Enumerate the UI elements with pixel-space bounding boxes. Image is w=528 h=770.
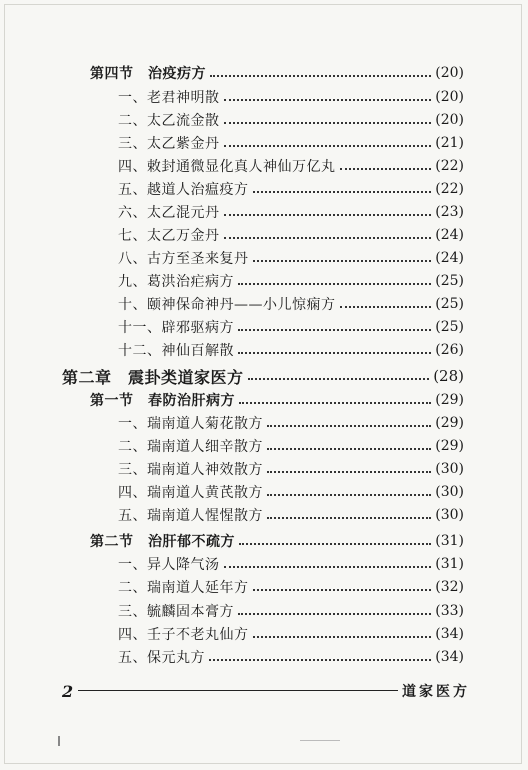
toc-entry-page: (20) bbox=[435, 112, 464, 128]
toc-entry bbox=[118, 178, 464, 200]
toc-entry bbox=[118, 247, 464, 269]
toc-entry-page: (23) bbox=[435, 204, 464, 220]
toc-entry bbox=[118, 86, 464, 108]
toc-entry-label: 十二、神仙百解散 bbox=[118, 343, 234, 359]
toc-entry-page: (34) bbox=[435, 626, 464, 642]
footer-page-number: 2 bbox=[62, 682, 74, 701]
scan-artifact bbox=[58, 736, 60, 746]
toc-entry-page: (22) bbox=[435, 181, 464, 197]
toc-entry-label: 三、太乙紫金丹 bbox=[118, 136, 220, 152]
toc-entry bbox=[118, 109, 464, 131]
toc-leader-dots bbox=[253, 588, 432, 591]
toc-entry-page: (26) bbox=[435, 342, 464, 358]
toc-leader-dots bbox=[248, 377, 430, 380]
toc-entry-label: 十、颐神保命神丹——小儿惊痫方 bbox=[118, 297, 336, 313]
toc-leader-dots bbox=[340, 305, 432, 308]
toc-entry bbox=[118, 155, 464, 177]
toc-entry-label: 一、老君神明散 bbox=[118, 90, 220, 106]
toc-entry-label: 九、葛洪治疟病方 bbox=[118, 274, 234, 290]
toc-entry bbox=[118, 132, 464, 154]
toc-entry-page: (25) bbox=[435, 296, 464, 312]
toc-entry-page: (28) bbox=[433, 367, 464, 385]
toc-entry bbox=[118, 316, 464, 338]
toc-entry bbox=[118, 435, 464, 457]
toc-entry-label: 五、瑞南道人惺惺散方 bbox=[118, 508, 263, 524]
toc-entry-page: (31) bbox=[435, 533, 464, 549]
toc-entry-label: 一、瑞南道人菊花散方 bbox=[118, 416, 263, 432]
toc-entry bbox=[118, 576, 464, 598]
footer-rule bbox=[78, 690, 398, 691]
toc-entry-label: 二、太乙流金散 bbox=[118, 113, 220, 129]
toc-entry-page: (22) bbox=[435, 158, 464, 174]
toc-entry-page: (29) bbox=[435, 392, 464, 408]
toc-leader-dots bbox=[238, 351, 431, 354]
toc-entry-label: 第二节 治肝郁不疏方 bbox=[90, 534, 235, 550]
toc-entry-label: 六、太乙混元丹 bbox=[118, 205, 220, 221]
toc-entry-label: 二、瑞南道人延年方 bbox=[118, 580, 249, 596]
toc-entry-label: 五、保元丸方 bbox=[118, 650, 205, 666]
toc-entry-label: 三、毓麟固本膏方 bbox=[118, 604, 234, 620]
toc-entry-label: 四、敕封通微显化真人神仙万亿丸 bbox=[118, 159, 336, 175]
toc-entry bbox=[90, 389, 464, 411]
toc-entry-label: 四、壬子不老丸仙方 bbox=[118, 627, 249, 643]
toc-entry bbox=[118, 270, 464, 292]
toc-entry-label: 第二章 震卦类道家医方 bbox=[62, 367, 244, 387]
toc-leader-dots bbox=[340, 167, 432, 170]
toc-entry-page: (20) bbox=[435, 65, 464, 81]
toc-entry-page: (29) bbox=[435, 438, 464, 454]
toc-leader-dots bbox=[224, 236, 432, 239]
toc-entry-page: (32) bbox=[435, 579, 464, 595]
toc-leader-dots bbox=[267, 470, 431, 473]
toc-leader-dots bbox=[224, 565, 432, 568]
toc-entry bbox=[118, 224, 464, 246]
toc-entry-label: 二、瑞南道人细辛散方 bbox=[118, 439, 263, 455]
toc-leader-dots bbox=[238, 328, 431, 331]
toc-entry bbox=[118, 481, 464, 503]
toc-leader-dots bbox=[253, 635, 432, 638]
toc-entry-page: (24) bbox=[435, 227, 464, 243]
toc-entry bbox=[118, 553, 464, 575]
toc-entry bbox=[118, 339, 464, 361]
toc-entry-page: (33) bbox=[435, 603, 464, 619]
toc-leader-dots bbox=[239, 542, 431, 545]
toc-leader-dots bbox=[267, 493, 431, 496]
toc-entry-label: 一、异人降气汤 bbox=[118, 557, 220, 573]
toc-entry-page: (25) bbox=[435, 319, 464, 335]
toc-leader-dots bbox=[238, 282, 431, 285]
toc-entry-label: 五、越道人治瘟疫方 bbox=[118, 182, 249, 198]
toc-entry-page: (30) bbox=[435, 461, 464, 477]
toc-entry-page: (21) bbox=[435, 135, 464, 151]
toc-entry-label: 第一节 春防治肝病方 bbox=[90, 393, 235, 409]
toc-leader-dots bbox=[267, 447, 431, 450]
toc-entry bbox=[118, 458, 464, 480]
toc-entry bbox=[118, 646, 464, 668]
toc-leader-dots bbox=[224, 98, 432, 101]
toc-entry bbox=[118, 412, 464, 434]
toc-entry-page: (30) bbox=[435, 507, 464, 523]
toc-leader-dots bbox=[224, 213, 432, 216]
toc-leader-dots bbox=[238, 612, 431, 615]
toc-leader-dots bbox=[209, 658, 431, 661]
toc-entry-page: (24) bbox=[435, 250, 464, 266]
toc-entry-label: 三、瑞南道人神效散方 bbox=[118, 462, 263, 478]
toc-entry-label: 十一、辟邪驱病方 bbox=[118, 320, 234, 336]
toc-leader-dots bbox=[210, 74, 431, 77]
toc-entry bbox=[118, 293, 464, 315]
toc-leader-dots bbox=[224, 121, 432, 124]
toc-leader-dots bbox=[267, 516, 431, 519]
toc-entry-page: (34) bbox=[435, 649, 464, 665]
toc-entry bbox=[90, 62, 464, 84]
toc-entry-page: (25) bbox=[435, 273, 464, 289]
toc-entry-label: 七、太乙万金丹 bbox=[118, 228, 220, 244]
toc-entry bbox=[118, 504, 464, 526]
toc-entry-label: 第四节 治疫疠方 bbox=[90, 66, 206, 82]
toc-chapter-entry bbox=[62, 365, 464, 387]
toc-leader-dots bbox=[253, 259, 432, 262]
footer-book-title: 道家医方 bbox=[402, 684, 470, 700]
toc-entry-page: (31) bbox=[435, 556, 464, 572]
toc-leader-dots bbox=[267, 424, 431, 427]
toc-entry-page: (20) bbox=[435, 89, 464, 105]
toc-entry bbox=[90, 530, 464, 552]
scan-artifact bbox=[300, 740, 340, 741]
toc-leader-dots bbox=[224, 144, 432, 147]
toc-entry-page: (30) bbox=[435, 484, 464, 500]
toc-leader-dots bbox=[239, 401, 431, 404]
toc-entry bbox=[118, 201, 464, 223]
toc-entry bbox=[118, 623, 464, 645]
toc-entry-label: 四、瑞南道人黄芪散方 bbox=[118, 485, 263, 501]
toc-leader-dots bbox=[253, 190, 432, 193]
toc-entry-label: 八、古方至圣来复丹 bbox=[118, 251, 249, 267]
toc-entry-page: (29) bbox=[435, 415, 464, 431]
toc-entry bbox=[118, 600, 464, 622]
